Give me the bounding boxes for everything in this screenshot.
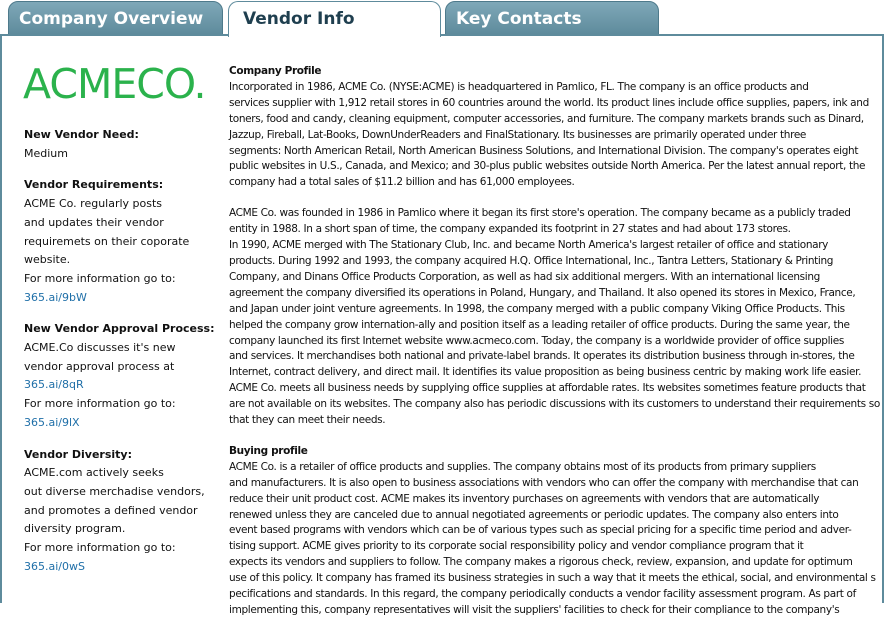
paragraph-line: company launched its first Internet website www.acmeco.com. Today, the company is a worldwide provider of office supplies [229,334,844,347]
text-line: out diverse merchadise vendors, [24,484,205,498]
more-info-label: For more information go to: [24,271,176,285]
paragraph-line: and Japan under joint venture agreements. In 1998, the company merged with a public company Viking Office Products. This [229,302,845,315]
text-line: ACME.com actively seeks [24,466,164,480]
paragraph-line: ACME Co. is a retailer of office products and supplies. The company obtains most of its products from primary suppliers [229,460,816,473]
tab-key-contacts[interactable]: Key Contacts [445,1,659,35]
tab-underline [0,34,884,36]
text-line: ACME.Co discusses it's new [24,341,176,355]
text-line: requiremets on their coporate [24,234,190,248]
vendor-need-value: Medium [24,146,68,160]
paragraph-line: ACME Co. was founded in 1986 in Pamlico where it began its first store's operation. The company became as a publicly traded [229,207,851,220]
approval-info-link[interactable]: 365.ai/9lX [24,415,80,429]
paragraph-line: renewed unless they are canceled due to annual negotiated agreements or periodic updates. The company also enters into [229,508,839,521]
text-line: diversity program. [24,522,126,536]
more-info-label: For more information go to: [24,397,176,411]
paragraph-line: In 1990, ACME merged with The Stationary Club, Inc. and became North America's largest retailer of office and stationary [229,239,829,252]
paragraph-line: reduce their unit product cost. ACME makes its inventory purchases on agreements with vendors that are automatically [229,492,820,505]
paragraph-line: and services. It merchandises both national and private-label brands. It operates its distribution business through in-stores, the [229,350,855,363]
paragraph-line: Incorporated in 1986, ACME Co. (NYSE:ACME) is headquartered in Pamlico, FL. The company is an office products and [229,80,809,93]
paragraph-line: segments: North American Retail, North American Business Solutions, and International Division. The company's operates eight [229,144,859,157]
paragraph-line: agreement the company diversified its operations in Poland, Hungary, and Thailand. It also opened its stores in Mexico, France, [229,286,856,299]
tab-bar [0,0,884,36]
sidebar [24,126,219,589]
paragraph-line: company had a total sales of $11.2 billion and has 61,000 employees. [229,176,575,189]
paragraph-line: tising support. ACME gives priority to its corporate social responsibility policy and vendor compliance program that it [229,540,804,553]
main-content [229,64,880,634]
paragraph-line: ACME Co. meets all business needs by supplying office supplies at affordable rates. Its websites sometimes feature products that [229,382,866,395]
vendor-need-heading: New Vendor Need: [24,128,139,141]
buying-profile-section [229,444,877,619]
vendor-requirements-section [24,176,219,307]
paragraph-line: use of this policy. It company has framed its business strategies in such a way that it meets the ethical, social, and environmental s [229,572,876,585]
paragraph-line: and manufacturers. It is also open to business associations with vendors who can offer the company with merchandise that can [229,476,859,489]
company-history-section [229,206,880,429]
paragraph-line: helped the company grow internation-ally and position itself as a leading retailer of office products. During the same year, the [229,318,850,331]
text-line: and promotes a defined vendor [24,503,198,517]
text-line: ACME Co. regularly posts [24,197,163,211]
paragraph-line: Company, and Dinans Office Products Corporation, as well as had six additional mergers. With an international licensing [229,270,820,283]
vendor-approval-heading: New Vendor Approval Process: [24,322,215,336]
company-logo: ACMECO. [23,60,206,108]
paragraph-line: services supplier with 1,912 retail stores in 60 countries around the world. Its product lines include office supplies, papers, ink and [229,96,869,109]
more-info-label: For more information go to: [24,541,176,555]
paragraph-line: event based programs with vendors which can be of various types such as special pricing for a specific time period and adver- [229,524,852,537]
company-profile-heading: Company Profile [229,65,322,77]
paragraph-line: Jazzup, Fireball, Lat-Books, DownUnderReaders and FinalStationary. Its businesses are primarily operated under three [229,128,807,141]
buying-profile-heading: Buying profile [229,444,308,457]
paragraph-line: toners, food and candy, cleaning equipment, computer accessories, and furniture. The company markets brands such as Dinard, [229,112,864,125]
vendor-requirements-heading: Vendor Requirements: [24,178,164,192]
company-profile-section [229,64,877,191]
paragraph-line: expects its vendors and suppliers to follow. The company makes a rigorous check, review, expansion, and update for optimum [229,556,853,569]
approval-process-link[interactable]: 365.ai/8qR [24,378,84,392]
requirements-link[interactable]: 365.ai/9bW [24,290,87,304]
vendor-diversity-heading: Vendor Diversity: [24,447,132,461]
paragraph-line: are not available on its websites. The company also has periodic discussions with its customers to understand their requirements so [229,398,880,411]
paragraph-line: implementing this, company representatives will visit the suppliers' facilities to check for their compliance to the company's [229,604,840,616]
vendor-diversity-section [24,446,219,577]
paragraph-line: Internet, contract delivery, and direct mail. It identifies its value proposition as being business centric by making work life easier. [229,366,862,379]
paragraph-line: entity in 1988. In a short span of time, the company expanded its footprint in 27 states and had about 173 stores. [229,223,791,236]
tab-vendor-info[interactable]: Vendor Info [228,1,441,37]
vendor-approval-section [24,320,219,432]
paragraph-line: public websites in U.S., Canada, and Mexico; and 30-plus public websites outside North America. Per the latest annual report, the [229,160,866,173]
text-line: vendor approval process at [24,359,175,373]
text-line: and updates their vendor [24,215,164,229]
paragraph-line: products. During 1992 and 1993, the company acquired H.Q. Office International, Inc., Tantra Letters, Stationary & Printing [229,254,834,267]
text-line: website. [24,253,71,267]
tab-company-overview[interactable]: Company Overview [8,1,223,35]
paragraph-line: that they can meet their needs. [229,414,386,427]
paragraph-line: pecifications and standards. In this regard, the company periodically conducts a vendor facility assessment program. As part of [229,588,856,601]
vendor-need-section [24,126,219,163]
diversity-link[interactable]: 365.ai/0wS [24,559,85,573]
